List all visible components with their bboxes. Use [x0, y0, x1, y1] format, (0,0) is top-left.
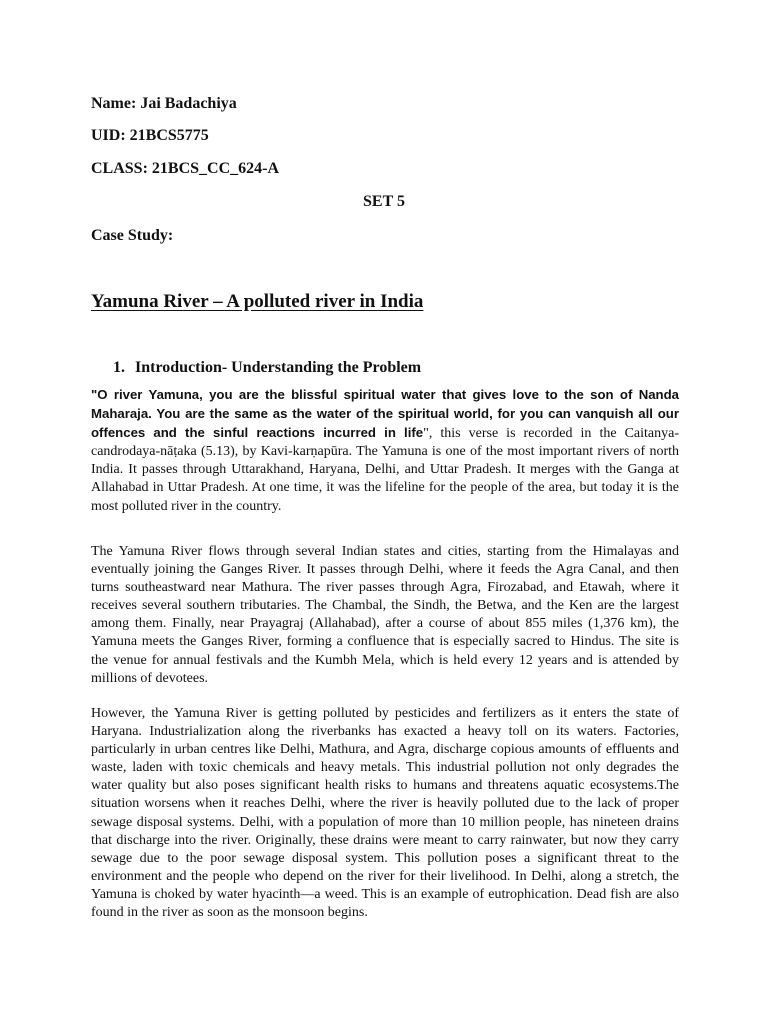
- paragraph-intro-text: ", this verse is recorded in the Caitanya-candrodaya-nāṭaka (5.13), by Kavi-karṇapūra. The Yamuna is one of the most important rivers of north India. It passes through Uttarakhand, Haryana, Delhi, and Uttar Pradesh. It merges with the Ganga at Allahabad in Uttar Pradesh. At one time, it was the lifeline for the people of the area, but today it is the most polluted river in the country.: [91, 426, 679, 514]
- document-title: Yamuna River – A polluted river in India: [91, 291, 424, 312]
- section-title: Introduction- Understanding the Problem: [135, 359, 422, 376]
- set-number: SET 5: [363, 193, 405, 210]
- student-class: CLASS: 21BCS_CC_624-A: [91, 160, 280, 177]
- student-name: Name: Jai Badachiya: [91, 95, 237, 112]
- case-study-label: Case Study:: [91, 227, 174, 244]
- verse-quote: "O river Yamuna, you are the blissful spiritual water that gives love to the son of Nanda Maharaja. You are the same as the water of the spiritual world, for you can vanquish all our offences and the sinful reactions incurred in life: [91, 387, 679, 441]
- paragraph-intro: [91, 386, 679, 516]
- student-uid: UID: 21BCS5775: [91, 127, 209, 144]
- paragraph-pollution: However, the Yamuna River is getting polluted by pesticides and fertilizers as it enters the state of Haryana. Industrialization along the riverbanks has exacted a heavy toll on its waters. Factories, particularly in urban centres like Delhi, Mathura, and Agra, discharge copious amounts of effluents and waste, laden with toxic chemicals and heavy metals. This industrial pollution not only degrades the water quality but also poses significant health risks to humans and threatens aquatic ecosystems.The situation worsens when it reaches Delhi, where the river is heavily polluted due to the lack of proper sewage disposal systems. Delhi, with a population of more than 10 million people, has nineteen drains that discharge into the river. Originally, these drains were meant to carry rainwater, but now they carry sewage due to the poor sewage disposal system. This pollution poses a significant threat to the environment and the people who depend on the river for their livelihood. In Delhi, along a stretch, the Yamuna is choked by water hyacinth—a weed. This is an example of eutrophication. Dead fish are also found in the river as soon as the monsoon begins.: [91, 706, 679, 921]
- section-heading: [113, 358, 421, 378]
- paragraph-course: The Yamuna River flows through several Indian states and cities, starting from the Himalayas and eventually joining the Ganges River. It passes through Delhi, where it feeds the Agra Canal, and then turns southeastward near Mathura. The river passes through Agra, Firozabad, and Etawah, where it receives several southern tributaries. The Chambal, the Sindh, the Betwa, and the Ken are the largest among them. Finally, near Prayagraj (Allahabad), after a course of about 855 miles (1,376 km), the Yamuna meets the Ganges River, forming a confluence that is especially sacred to Hindus. The site is the venue for annual festivals and the Kumbh Mela, which is held every 12 years and is attended by millions of devotees.: [91, 544, 679, 686]
- section-number: 1.: [113, 359, 125, 376]
